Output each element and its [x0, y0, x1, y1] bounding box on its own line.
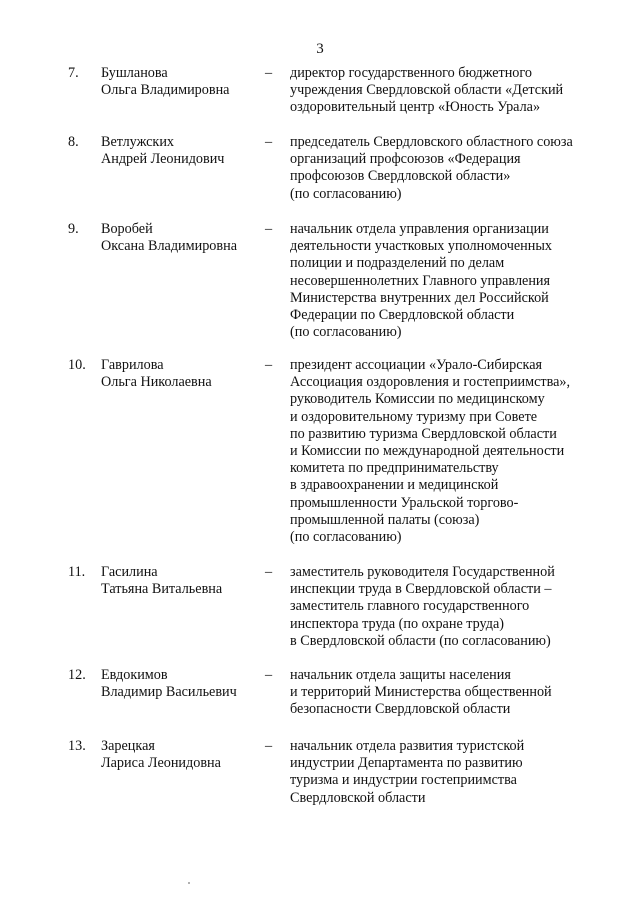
given-names: Оксана Владимировна	[101, 238, 237, 255]
position-description	[290, 221, 590, 341]
given-names: Татьяна Витальевна	[101, 581, 223, 598]
position-description	[290, 564, 590, 650]
description-line: несовершеннолетних Главного управления	[290, 272, 551, 289]
description-line: деятельности участковых уполномоченных	[290, 238, 552, 255]
description-line: туризма и индустрии гостеприимства	[290, 772, 517, 789]
person-name	[101, 134, 271, 168]
description-line: в Свердловской области (по согласованию)	[290, 632, 551, 649]
dash: –	[265, 564, 273, 580]
description-line: инспектора труда (по охране труда)	[290, 615, 505, 632]
description-line: Свердловской области	[290, 789, 426, 806]
page-number: 3	[316, 41, 324, 57]
entry-number: 13.	[68, 738, 86, 754]
given-names: Ольга Владимировна	[101, 82, 230, 99]
description-line: Федерации по Свердловской области	[290, 307, 515, 324]
entry-number: 9.	[68, 221, 79, 237]
person-name	[101, 738, 271, 772]
person-name	[101, 564, 271, 598]
description-line: полиции и подразделений по делам	[290, 255, 505, 272]
description-line: инспекции труда в Свердловской области –	[290, 581, 552, 598]
entry-number: 7.	[68, 65, 79, 81]
person-name	[101, 357, 271, 391]
description-line: организаций профсоюзов «Федерация	[290, 151, 521, 168]
surname: Гаврилова	[101, 357, 164, 373]
description-line: руководитель Комиссии по медицинскому	[290, 391, 545, 408]
description-line: начальник отдела защиты населения	[290, 667, 511, 683]
description-line: начальник отдела управления организации	[290, 221, 549, 237]
dash: –	[265, 357, 273, 373]
description-line: начальник отдела развития туристской	[290, 738, 525, 754]
description-line: (по согласованию)	[290, 324, 402, 341]
given-names: Андрей Леонидович	[101, 151, 225, 168]
person-name	[101, 221, 271, 255]
description-line: по развитию туризма Свердловской области	[290, 425, 557, 442]
dash: –	[265, 65, 273, 81]
position-description	[290, 667, 590, 719]
given-names: Ольга Николаевна	[101, 374, 212, 391]
description-line: безопасности Свердловской области	[290, 701, 511, 718]
given-names: Лариса Леонидовна	[101, 755, 221, 772]
description-line: заместитель главного государственного	[290, 598, 530, 615]
surname: Зарецкая	[101, 738, 155, 754]
description-line: в здравоохранении и медицинской	[290, 477, 499, 494]
dash: –	[265, 667, 273, 683]
description-line: директор государственного бюджетного	[290, 65, 532, 81]
position-description	[290, 738, 590, 807]
description-line: председатель Свердловского областного союза	[290, 134, 573, 150]
person-name	[101, 667, 271, 701]
description-line: учреждения Свердловской области «Детский	[290, 82, 564, 99]
entry-number: 8.	[68, 134, 79, 150]
dash: –	[265, 221, 273, 237]
description-line: комитета по предпринимательству	[290, 460, 499, 477]
description-line: профсоюзов Свердловской области»	[290, 168, 511, 185]
dash: –	[265, 134, 273, 150]
surname: Воробей	[101, 221, 153, 237]
surname: Гасилина	[101, 564, 158, 580]
position-description	[290, 134, 590, 203]
description-line: индустрии Департамента по развитию	[290, 755, 523, 772]
description-line: и территорий Министерства общественной	[290, 684, 552, 701]
position-description	[290, 357, 590, 546]
surname: Бушланова	[101, 65, 168, 81]
surname: Евдокимов	[101, 667, 168, 683]
description-line: заместитель руководителя Государственной	[290, 564, 555, 580]
description-line: (по согласованию)	[290, 185, 402, 202]
dash: –	[265, 738, 273, 754]
description-line: и оздоровительному туризму при Совете	[290, 408, 538, 425]
description-line: Ассоциация оздоровления и гостеприимства»,	[290, 374, 571, 391]
person-name	[101, 65, 271, 99]
surname: Ветлужских	[101, 134, 175, 150]
position-description	[290, 65, 590, 117]
description-line: промышленности Уральской торгово-	[290, 494, 519, 511]
description-line: (по согласованию)	[290, 529, 402, 546]
scan-speck	[188, 882, 190, 884]
description-line: Министерства внутренних дел Российской	[290, 289, 549, 306]
description-line: и Комиссии по международной деятельности	[290, 443, 565, 460]
description-line: президент ассоциации «Урало-Сибирская	[290, 357, 543, 373]
entry-number: 10.	[68, 357, 86, 373]
entry-number: 12.	[68, 667, 86, 683]
description-line: оздоровительный центр «Юность Урала»	[290, 99, 541, 116]
given-names: Владимир Васильевич	[101, 684, 237, 701]
description-line: промышленной палаты (союза)	[290, 511, 480, 528]
entry-number: 11.	[68, 564, 86, 580]
